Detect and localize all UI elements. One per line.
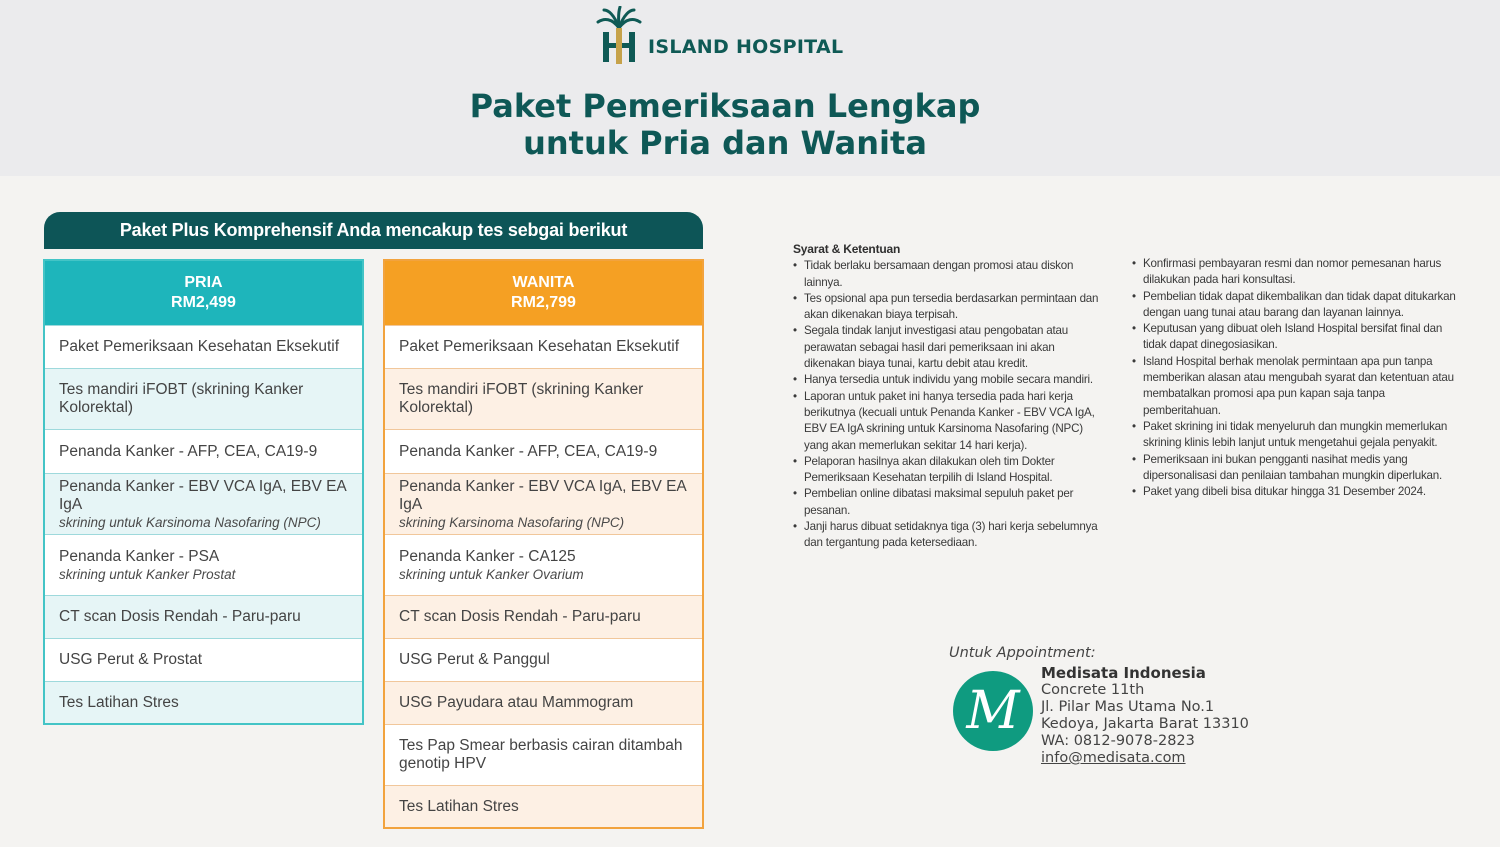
terms-item: • Paket yang dibeli bisa ditukar hingga 31 Desember 2024. [1132,484,1457,500]
wanita-row [385,534,702,595]
pria-row [45,595,362,638]
appointment-block [949,645,1249,766]
pria-row [45,534,362,595]
row-text: Tes mandiri iFOBT (skrining Kanker Kolorektal) [399,381,644,416]
row-subtext: skrining untuk Kanker Ovarium [399,566,584,582]
pria-row [45,638,362,681]
terms-item: • Pembelian tidak dapat dikembalikan dan tidak dapat ditukarkan dengan uang tunai atau barang dan layanan lainnya. [1132,289,1457,322]
row-text: Penanda Kanker - AFP, CEA, CA19-9 [59,442,318,460]
phone-number: WA: 0812-9078-2823 [1041,733,1195,749]
wanita-row [385,724,702,785]
appointment-label: Untuk Appointment: [949,645,1096,661]
terms-title: Syarat & Ketentuan [793,242,901,256]
row-text: CT scan Dosis Rendah - Paru-paru [399,608,641,625]
row-text: Tes mandiri iFOBT (skrining Kanker Kolorektal) [59,381,304,416]
pria-package-column [43,259,364,725]
terms-item: • Janji harus dibuat setidaknya tiga (3) hari kerja sebelumnya dan tergantung pada ketersediaan. [793,519,1108,552]
wanita-header [385,261,702,325]
terms-item: • Hanya tersedia untuk individu yang mobile secara mandiri. [793,372,1108,388]
terms-item: • Pembelian online dibatasi maksimal sepuluh paket per pesanan. [793,486,1108,519]
terms-item: • Keputusan yang dibuat oleh Island Hospital bersifat final dan tidak dapat dinegosiasikan. [1132,321,1457,354]
pria-row [45,325,362,368]
wanita-row [385,368,702,429]
email-link[interactable]: info@medisata.com [1041,750,1186,766]
wanita-row [385,681,702,724]
row-text: USG Payudara atau Mammogram [399,694,634,711]
terms-left-column [793,241,1108,552]
medisata-logo [953,671,1033,751]
row-text: Tes Latihan Stres [59,693,179,711]
row-text: Paket Pemeriksaan Kesehatan Eksekutif [399,338,680,355]
palm-tree-icon [594,6,644,64]
terms-right-column [1132,256,1457,500]
row-text: Penanda Kanker - CA125 [399,547,576,565]
pria-row [45,473,362,534]
row-text: USG Perut & Panggul [399,651,550,668]
logo-text: ISLAND HOSPITAL [648,36,844,58]
terms-item: • Paket skrining ini tidak menyeluruh dan mungkin memerlukan skrining klinis lebih lanjut untuk mengetahui gejala penyakit. [1132,419,1457,452]
terms-list [793,258,1108,551]
appointment-info [1041,665,1301,767]
terms-item: • Pemeriksaan ini bukan pengganti nasihat medis yang dipersonalisasi dan penilaian tambahan mungkin diperlukan. [1132,452,1457,485]
package-banner: Paket Plus Komprehensif Anda mencakup tes sebgai berikut [44,212,703,249]
row-subtext: skrining untuk Karsinoma Nasofaring (NPC) [59,514,321,530]
row-text: Tes Latihan Stres [399,797,519,815]
terms-item: • Tidak berlaku bersamaan dengan promosi atau diskon lainnya. [793,258,1108,291]
wanita-row [385,638,702,681]
row-text: CT scan Dosis Rendah - Paru-paru [59,608,301,625]
row-text: Tes Pap Smear berbasis cairan ditambah genotip HPV [399,737,683,772]
terms-item: • Segala tindak lanjut investigasi atau pengobatan atau perawatan sebagai hasil dari pemeriksaan ini akan dikenakan biaya tunai, kartu debit atau kredit. [793,323,1108,372]
company-name: Medisata Indonesia [1041,664,1206,682]
terms-item: • Pelaporan hasilnya akan dilakukan oleh tim Dokter Pemeriksaan Kesehatan terpilih di Island Hospital. [793,454,1108,487]
row-subtext: skrining untuk Kanker Prostat [59,566,236,582]
wanita-row [385,429,702,473]
wanita-package-column [383,259,704,829]
medisata-logo-letter: M [966,681,1020,741]
wanita-price: RM2,799 [511,294,576,311]
pria-row [45,429,362,473]
terms-item: • Tes opsional apa pun tersedia berdasarkan permintaan dan akan dikenakan biaya terpisah. [793,291,1108,324]
wanita-row [385,785,702,827]
pria-title: PRIA [184,274,223,291]
row-text: Penanda Kanker - PSA [59,547,220,565]
wanita-title: WANITA [512,274,575,291]
terms-list [1132,256,1457,500]
address-line: Kedoya, Jakarta Barat 13310 [1041,716,1249,732]
title-line-1: Paket Pemeriksaan Lengkap [469,87,981,125]
pria-header [45,261,362,325]
row-text: Penanda Kanker - AFP, CEA, CA19-9 [399,442,658,460]
terms-item: • Konfirmasi pembayaran resmi dan nomor pemesanan harus dilakukan pada hari konsultasi. [1132,256,1457,289]
island-hospital-logo [594,6,843,64]
address-line: Concrete 11th [1041,682,1145,698]
terms-item: • Island Hospital berhak menolak permintaan apa pun tanpa memberikan alasan atau mengubah syarat dan ketentuan atau membatalkan promosi apa pun kapan saja tanpa pemberitahuan. [1132,354,1457,419]
address-line: Jl. Pilar Mas Utama No.1 [1041,699,1215,715]
pria-price: RM2,499 [171,294,236,311]
pria-row [45,368,362,429]
row-text: USG Perut & Prostat [59,651,202,668]
wanita-row [385,473,702,534]
title-line-2: untuk Pria dan Wanita [523,124,927,162]
row-text: Penanda Kanker - EBV VCA IgA, EBV EA IgA [399,477,686,513]
pria-row [45,681,362,723]
terms-item: • Laporan untuk paket ini hanya tersedia pada hari kerja berikutnya (kecuali untuk Penanda Kanker - EBV VCA IgA, EBV EA IgA skrining untuk Karsinoma Nasofaring (NPC) yang akan memerlukan sekitar 14 hari kerja). [793,389,1108,454]
row-subtext: skrining Karsinoma Nasofaring (NPC) [399,514,625,530]
wanita-row [385,325,702,368]
row-text: Paket Pemeriksaan Kesehatan Eksekutif [59,338,340,355]
row-text: Penanda Kanker - EBV VCA IgA, EBV EA IgA [59,477,346,513]
page-title [350,88,1100,162]
wanita-row [385,595,702,638]
